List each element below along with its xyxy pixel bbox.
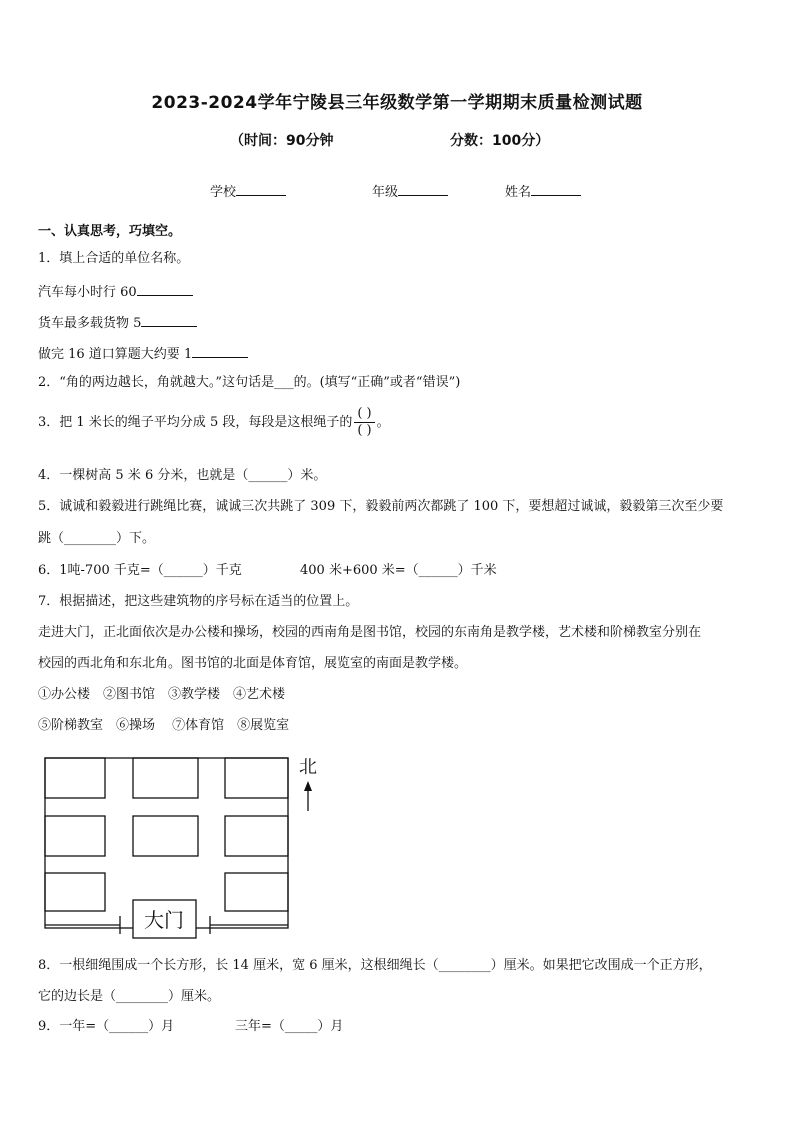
building-slot-ne[interactable] xyxy=(225,758,288,798)
question-4: 4．一棵树高 5 米 6 分米，也就是（______）米。 xyxy=(38,468,327,483)
question-5b: 跳（________）下。 xyxy=(38,531,156,546)
building-slot-center[interactable] xyxy=(133,816,198,856)
question-9b: 三年=（_____）月 xyxy=(235,1019,344,1034)
building-slot-nw[interactable] xyxy=(45,758,105,798)
building-slot-se[interactable] xyxy=(225,873,288,911)
question-1a xyxy=(38,281,193,302)
question-6a: 6．1吨-700 千克=（______）千克 xyxy=(38,563,242,578)
question-9a: 9．一年=（______）月 xyxy=(38,1019,175,1034)
question-1b xyxy=(38,312,197,333)
school-field xyxy=(210,181,286,200)
question-7: 7．根据描述，把这些建筑物的序号标在适当的位置上。 xyxy=(38,594,359,609)
question-5a: 5．诚诚和毅毅进行跳绳比赛，诚诚三次共跳了 309 下，毅毅前两次都跳了 100 下，要想超过诚诚，毅毅第三次至少要 xyxy=(38,499,724,514)
gate-label: 大门 xyxy=(144,908,184,932)
name-field xyxy=(505,181,581,200)
question-1: 1．填上合适的单位名称。 xyxy=(38,251,190,266)
question-7-options-2: ⑤阶梯教室 ⑥操场 ⑦体育馆 ⑧展览室 xyxy=(38,718,290,733)
question-1c xyxy=(38,343,248,364)
exam-time: （时间：90分钟 xyxy=(230,133,334,149)
question-8a: 8．一根细绳围成一个长方形，长 14 厘米，宽 6 厘米，这根细绳长（________）厘米。如果把它改围成一个正方形， xyxy=(38,958,712,973)
north-label: 北 xyxy=(299,757,317,778)
school-blank xyxy=(236,181,286,196)
question-3-end: 。 xyxy=(376,415,390,430)
building-slot-sw[interactable] xyxy=(45,873,105,911)
grade-field xyxy=(372,181,448,200)
question-6b: 400 米+600 米=（______）千米 xyxy=(300,563,497,578)
question-1a-text: 汽车每小时行 60 xyxy=(38,285,137,300)
grade-blank xyxy=(398,181,448,196)
grade-label: 年级 xyxy=(372,185,399,200)
question-1c-text: 做完 16 道口算题大约要 1 xyxy=(38,347,193,362)
answer-blank xyxy=(141,312,197,327)
building-slot-e[interactable] xyxy=(225,816,288,856)
question-8b: 它的边长是（________）厘米。 xyxy=(38,989,221,1004)
fraction-numerator: ( ) xyxy=(354,406,374,423)
name-blank xyxy=(531,181,581,196)
question-7-description-1: 走进大门，正北面依次是办公楼和操场，校园的西南角是图书馆，校园的东南角是教学楼，艺术楼和阶梯教室分别在 xyxy=(38,625,702,640)
name-label: 姓名 xyxy=(505,185,532,200)
school-label: 学校 xyxy=(210,185,237,200)
page-title: 2023-2024学年宁陵县三年级数学第一学期期末质量检测试题 xyxy=(151,93,643,113)
question-3-text: 3．把 1 米长的绳子平均分成 5 段，每段是这根绳子的 xyxy=(38,415,353,430)
north-arrow-icon xyxy=(304,781,312,791)
question-3 xyxy=(38,406,390,439)
campus-map xyxy=(40,753,330,943)
question-1b-text: 货车最多载货物 5 xyxy=(38,316,142,331)
fraction-denominator: ( ) xyxy=(357,423,372,438)
building-slot-w[interactable] xyxy=(45,816,105,856)
question-7-description-2: 校园的西北角和东北角。图书馆的北面是体育馆，展览室的南面是教学楼。 xyxy=(38,656,468,671)
answer-blank xyxy=(192,343,248,358)
exam-score: 分数：100分） xyxy=(450,133,550,149)
question-7-options-1: ①办公楼 ②图书馆 ③教学楼 ④艺术楼 xyxy=(38,687,286,702)
section-heading: 一、认真思考，巧填空。 xyxy=(38,224,182,239)
answer-blank xyxy=(137,281,193,296)
question-2: 2．“角的两边越长，角就越大。”这句话是___的。(填写“正确”或者“错误”) xyxy=(38,375,461,390)
fraction-blank xyxy=(354,406,374,439)
building-slot-n[interactable] xyxy=(133,758,198,798)
